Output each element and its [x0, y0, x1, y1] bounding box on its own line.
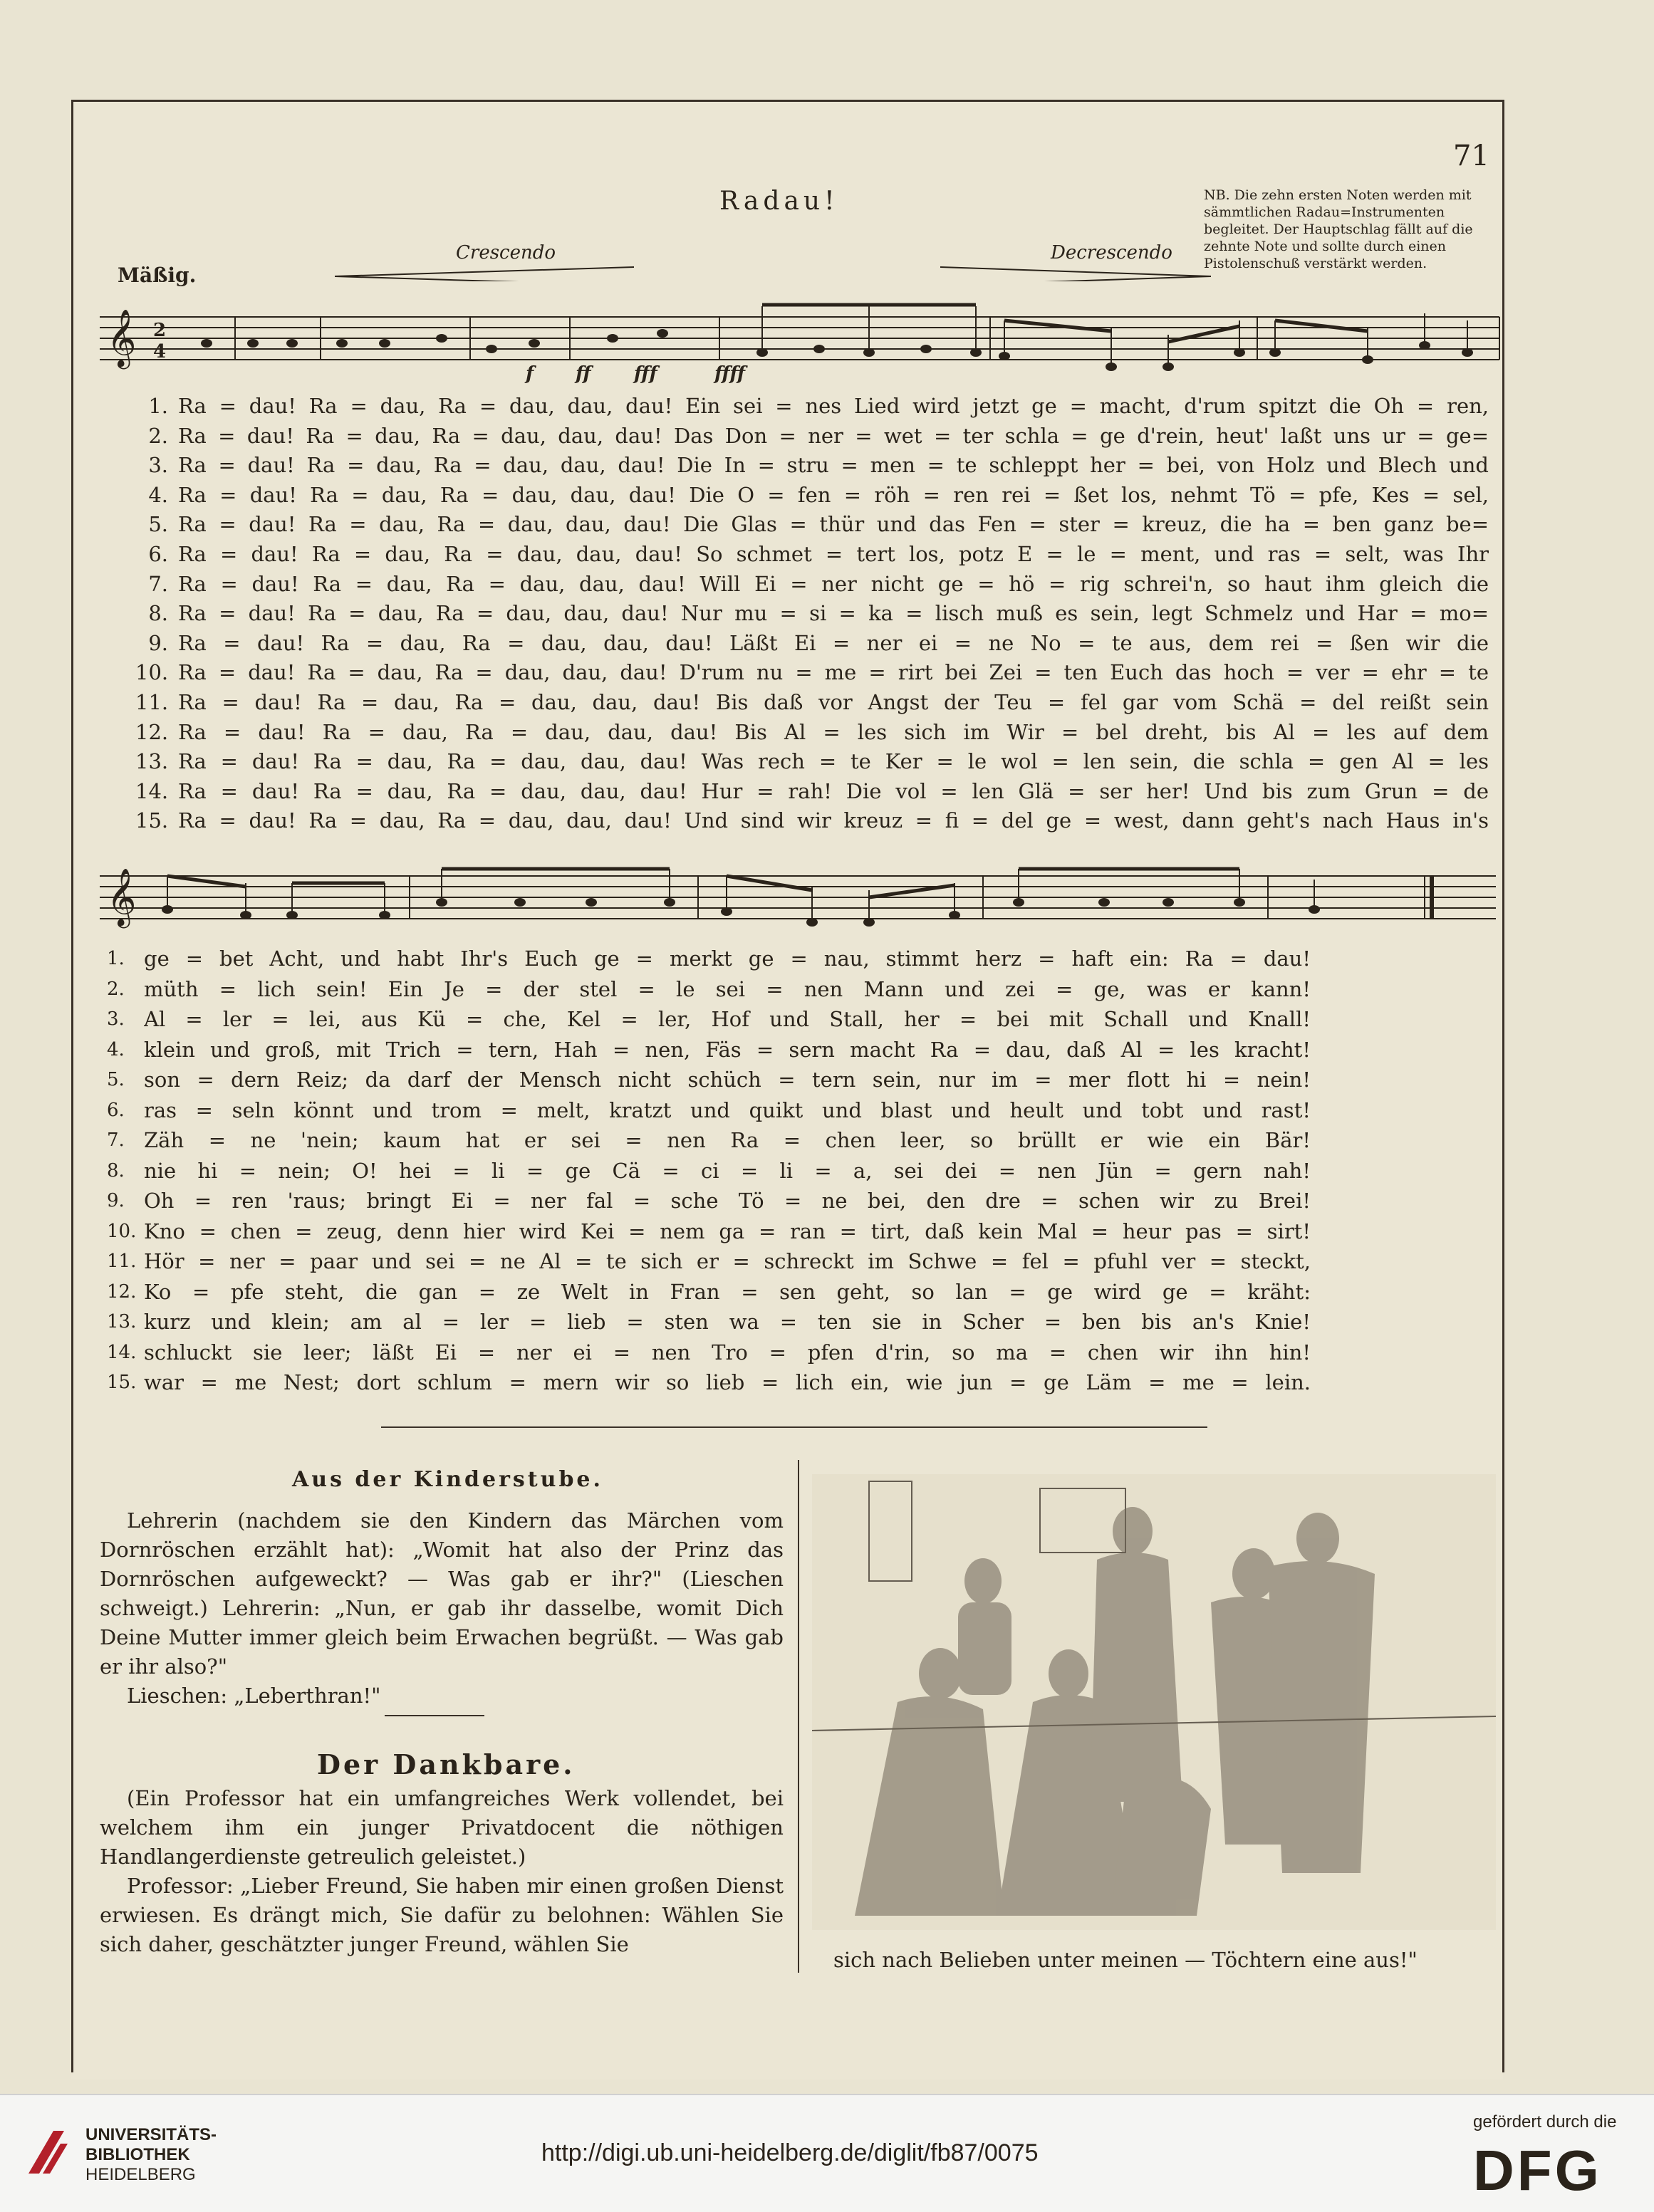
dynamic-ffff: ffff — [714, 363, 746, 385]
verse-text: Ra = dau! Ra = dau, Ra = dau, dau, dau! Die Glas = thür und das Fen = ster = kreuz, die ha = ben ganz be= — [178, 512, 1489, 537]
source-url-link[interactable]: http://digi.ub.uni-heidelberg.de/diglit/fb87/0075 — [541, 2139, 1039, 2166]
verse-line — [135, 688, 1489, 718]
library-name-line3: HEIDELBERG — [85, 2165, 196, 2184]
verse-number: 14. — [107, 1341, 137, 1363]
verse-text: nie hi = nein; O! hei = li = ge Cä = ci = li = a, sei dei = nen Jün = gern nah! — [144, 1158, 1311, 1183]
verse-text: Ra = dau! Ra = dau, Ra = dau, dau, dau! Bis Al = les sich im Wir = bel dreht, bis Al = les auf dem — [178, 719, 1489, 744]
verse-line — [107, 1216, 1311, 1247]
page-number: 71 — [1453, 140, 1489, 172]
verse-text: Ra = dau! Ra = dau, Ra = dau, dau, dau! Die In = stru = men = te schleppt her = bei, von Holz und Blech und — [178, 453, 1489, 478]
column-divider — [798, 1460, 799, 1973]
verse-number: 8. — [107, 1159, 125, 1181]
section-divider — [381, 1426, 1207, 1428]
verse-text: Ra = dau! Ra = dau, Ra = dau, dau, dau! Das Don = ner = wet = ter schla = ge d'rein, heut' laßt uns ur = ge= — [178, 423, 1489, 448]
verse-line — [135, 422, 1489, 452]
verse-number: 1. — [107, 948, 125, 969]
verse-number: 4. — [148, 482, 168, 507]
digitization-footer — [0, 2094, 1654, 2212]
verse-line — [135, 481, 1489, 511]
verse-text: Ra = dau! Ra = dau, Ra = dau, dau, dau! Hur = rah! Die vol = len Glä = ser her! Und bis zum Grun = de — [178, 778, 1489, 803]
verse-line — [107, 1246, 1311, 1277]
page-border-right — [1502, 100, 1504, 2072]
dankbare-intro: (Ein Professor hat ein umfangreiches Werk vollendet, bei welchem ihm ein junger Privatdocent die nöthigen Handlangerdienste getreulich geleistet.) — [100, 1786, 784, 1869]
verse-text: kurz und klein; am al = ler = lieb = sten wa = ten sie in Scher = ben bis an's Knie! — [144, 1310, 1311, 1334]
verse-text: war = me Nest; dort schlum = mern wir so lieb = lich ein, wie jun = ge Läm = me = lein. — [144, 1370, 1311, 1394]
dankbare-text — [100, 1784, 784, 1959]
verse-line — [135, 629, 1489, 659]
time-signature-bottom: 4 — [153, 341, 167, 362]
verse-text: Ra = dau! Ra = dau, Ra = dau, dau, dau! Ein sei = nes Lied wird jetzt ge = macht, d'rum spitzt die Oh = ren, — [178, 394, 1489, 418]
library-name-line1: UNIVERSITÄTS- — [85, 2125, 217, 2144]
verse-line — [135, 451, 1489, 481]
verse-line — [107, 1367, 1311, 1398]
verse-number: 7. — [107, 1130, 125, 1151]
sponsor-label: gefördert durch die — [1473, 2112, 1617, 2132]
crescendo-hairpin — [335, 266, 634, 281]
verse-text: Ra = dau! Ra = dau, Ra = dau, dau, dau! Will Ei = ner nicht ge = hö = rig schrei'n, so haut ihm gleich die — [178, 571, 1489, 596]
verse-number: 13. — [107, 1311, 137, 1332]
svg-text:𝄞: 𝄞 — [107, 867, 137, 926]
verse-number: 15. — [107, 1372, 137, 1393]
dynamic-fff: fff — [634, 363, 657, 385]
verse-text: klein und groß, mit Trich = tern, Hah = nen, Fäs = sern macht Ra = dau, daß Al = les kracht! — [144, 1037, 1311, 1062]
verses-part-2 — [107, 944, 1311, 1398]
verse-line — [107, 1307, 1311, 1337]
verse-line — [135, 718, 1489, 748]
verse-text: Kno = chen = zeug, denn hier wird Kei = nem ga = ran = tirt, daß kein Mal = heur pas = sirt! — [144, 1219, 1311, 1243]
dynamic-f: f — [526, 363, 534, 385]
verse-line — [107, 1095, 1311, 1126]
verse-line — [135, 510, 1489, 540]
verse-text: Ko = pfe steht, die gan = ze Welt in Fran = sen geht, so lan = ge wird ge = kräht: — [144, 1279, 1311, 1304]
verse-number: 5. — [148, 512, 168, 537]
verse-number: 12. — [135, 719, 169, 744]
verse-text: Zäh = ne 'nein; kaum hat er sei = nen Ra = chen leer, so brüllt er wie ein Bär! — [144, 1128, 1311, 1152]
crescendo-label: Crescendo — [456, 242, 556, 264]
verse-line — [135, 570, 1489, 600]
verse-text: schluckt sie leer; läßt Ei = ner ei = nen Tro = pfen d'rin, so ma = chen wir ihn hin! — [144, 1340, 1311, 1365]
library-name-line2: BIBLIOTHEK — [85, 2145, 190, 2164]
verse-line — [135, 777, 1489, 807]
verse-line — [107, 1065, 1311, 1095]
verse-line — [107, 1337, 1311, 1368]
verse-line — [135, 747, 1489, 777]
verse-number: 3. — [107, 1008, 125, 1030]
verse-line — [135, 599, 1489, 629]
verse-number: 10. — [107, 1220, 137, 1242]
verse-number: 14. — [135, 778, 169, 803]
verse-number: 11. — [107, 1251, 137, 1272]
verse-number: 13. — [135, 749, 169, 774]
dynamic-ff: ff — [576, 363, 591, 385]
dankbare-speech: Professor: „Lieber Freund, Sie haben mir einen großen Dienst erwiesen. Es drängt mich, Sie dafür zu belohnen: Wählen Sie sich daher, geschätzter junger Freund, wählen Sie — [100, 1874, 784, 1956]
library-logo-icon — [21, 2124, 71, 2181]
verse-text: son = dern Reiz; da darf der Mensch nicht schüch = tern sein, nur im = mer flott hi = nein! — [144, 1068, 1311, 1092]
verse-number: 10. — [135, 660, 169, 685]
performance-note: NB. Die zehn ersten Noten werden mit sämmtlichen Radau=Instrumenten begleitet. Der Hauptschlag fällt auf die zehnte Note und sollte durch einen Pistolenschuß verstärkt werden. — [1204, 187, 1473, 271]
verse-text: Oh = ren 'raus; bringt Ei = ner fal = sche Tö = ne bei, den dre = schen wir zu Brei! — [144, 1189, 1311, 1213]
verse-text: Al = ler = lei, aus Kü = che, Kel = ler, Hof und Stall, her = bei mit Schall und Knall! — [144, 1007, 1311, 1031]
verses-part-1 — [135, 392, 1489, 836]
verse-number: 15. — [135, 808, 169, 833]
verse-line — [107, 1277, 1311, 1308]
verse-number: 3. — [148, 453, 168, 478]
verse-text: Ra = dau! Ra = dau, Ra = dau, dau, dau! Und sind wir kreuz = fi = del ge = west, dann geht's nach Haus in's — [178, 808, 1489, 833]
verse-text: Ra = dau! Ra = dau, Ra = dau, dau, dau! Die O = fen = röh = ren rei = ßet los, nehmt Tö = pfe, Kes = sel, — [178, 482, 1489, 507]
verse-number: 4. — [107, 1038, 125, 1060]
verse-line — [107, 944, 1311, 974]
verse-number: 9. — [148, 630, 168, 655]
verse-text: Hör = ner = paar und sei = ne Al = te sich er = schreckt im Schwe = fel = pfuhl ver = steckt, — [144, 1249, 1311, 1273]
verse-number: 5. — [107, 1069, 125, 1090]
kinderstube-paragraph: Lehrerin (nachdem sie den Kindern das Märchen vom Dornröschen erzählt hat): „Womit hat also der Prinz das Dornröschen aufgeweckt? — Was gab er ihr?" (Lieschen schweigt.) Lehrerin: „Nun, er gab ihr dasselbe, womit Dich Deine Mutter immer gleich beim Erwachen begrüßt. — Was gab er ihr also?" — [100, 1508, 784, 1679]
verse-line — [107, 974, 1311, 1005]
verse-line — [135, 806, 1489, 836]
verse-text: Ra = dau! Ra = dau, Ra = dau, dau, dau! Bis daß vor Angst der Teu = fel gar vom Schä = del reißt sein — [178, 689, 1489, 714]
decrescendo-label: Decrescendo — [1051, 242, 1172, 264]
verse-line — [107, 1156, 1311, 1186]
verse-line — [135, 392, 1489, 422]
tempo-marking: Mäßig. — [118, 264, 197, 287]
verse-number: 12. — [107, 1280, 137, 1303]
verse-number: 2. — [148, 423, 168, 448]
dfg-logo: DFG — [1473, 2139, 1602, 2202]
illustration-professor-daughters — [812, 1474, 1496, 1930]
verse-line — [135, 540, 1489, 570]
verse-text: Ra = dau! Ra = dau, Ra = dau, dau, dau! Läßt Ei = ner ei = ne No = te aus, dem rei = ßen wir die — [178, 630, 1489, 655]
music-staff-1 — [100, 299, 1503, 377]
verse-number: 2. — [107, 978, 125, 1000]
kinderstube-answer: Lieschen: „Leberthran!" — [127, 1684, 381, 1708]
verse-text: müth = lich sein! Ein Je = der stel = le sei = nen Mann und zei = ge, was er kann! — [144, 976, 1311, 1001]
verse-line — [135, 658, 1489, 688]
verse-number: 6. — [107, 1099, 125, 1121]
verse-text: Ra = dau! Ra = dau, Ra = dau, dau, dau! Was rech = te Ker = le wol = len sein, die schla = gen Al = les — [178, 749, 1489, 774]
short-divider — [385, 1715, 484, 1716]
page-border-left — [71, 100, 73, 2072]
kinderstube-text — [100, 1506, 784, 1711]
verse-number: 7. — [148, 571, 168, 596]
music-staff-2 — [100, 858, 1503, 937]
svg-text:𝄞: 𝄞 — [107, 308, 137, 367]
kinderstube-heading: Aus der Kinderstube. — [292, 1467, 603, 1492]
dankbare-heading: Der Dankbare. — [317, 1748, 576, 1780]
verse-number: 9. — [107, 1190, 125, 1211]
verse-text: Ra = dau! Ra = dau, Ra = dau, dau, dau! D'rum nu = me = rirt bei Zei = ten Euch das hoch = ver = ehr = te — [178, 660, 1489, 685]
verse-text: ge = bet Acht, und habt Ihr's Euch ge = merkt ge = nau, stimmt herz = haft ein: Ra = dau! — [144, 946, 1311, 971]
verse-line — [107, 1004, 1311, 1035]
song-title: Radau! — [719, 187, 839, 216]
verse-line — [107, 1186, 1311, 1216]
decrescendo-hairpin — [940, 266, 1211, 281]
verse-number: 8. — [148, 601, 168, 626]
page-border-top — [71, 100, 1504, 102]
verse-line — [107, 1035, 1311, 1065]
verse-number: 6. — [148, 541, 168, 566]
illustration-caption: sich nach Belieben unter meinen — Töchtern eine aus!" — [833, 1948, 1418, 1972]
verse-line — [107, 1125, 1311, 1156]
time-signature-top: 2 — [153, 320, 167, 341]
verse-text: Ra = dau! Ra = dau, Ra = dau, dau, dau! So schmet = tert los, potz E = le = ment, und ras = selt, was Ihr — [178, 541, 1489, 566]
verse-number: 1. — [148, 394, 168, 418]
verse-text: Ra = dau! Ra = dau, Ra = dau, dau, dau! Nur mu = si = ka = lisch muß es sein, legt Schmelz und Har = mo= — [178, 601, 1489, 626]
verse-number: 11. — [135, 689, 169, 714]
verse-text: ras = seln könnt und trom = melt, kratzt und quikt und blast und heult und tobt und rast! — [144, 1097, 1311, 1122]
